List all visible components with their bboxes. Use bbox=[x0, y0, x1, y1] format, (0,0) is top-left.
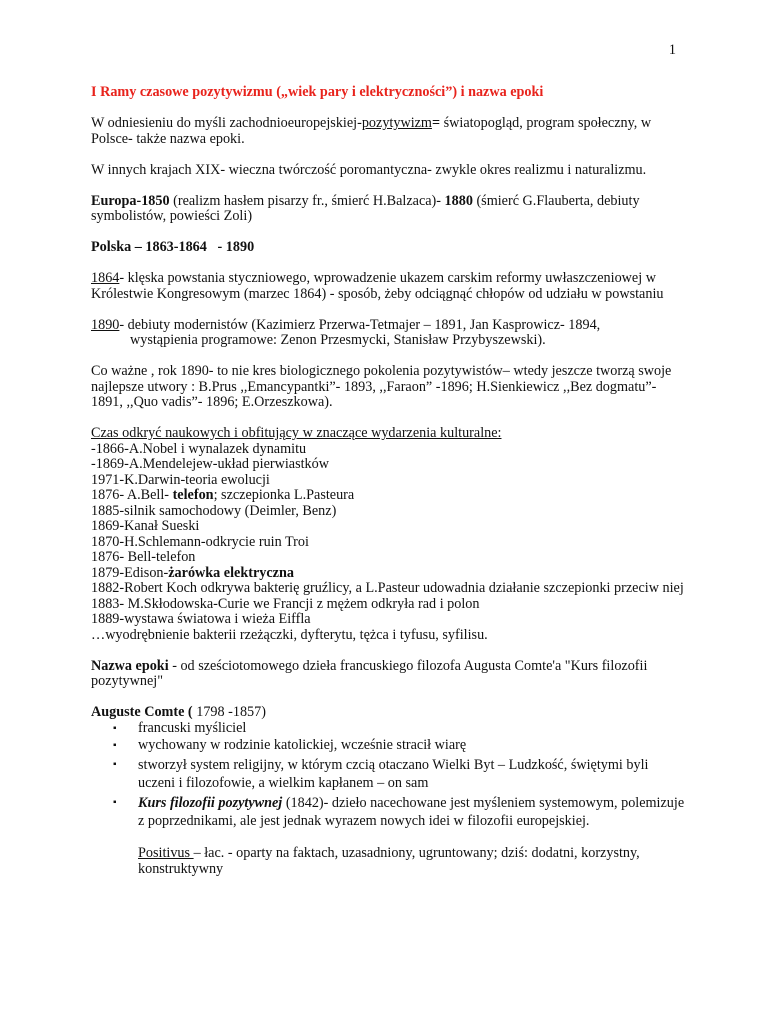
underlined-year: 1864 bbox=[91, 270, 120, 286]
discoveries-header bbox=[91, 426, 686, 442]
discovery-item-bell bbox=[91, 488, 686, 504]
discovery-item: -1866-A.Nobel i wynalazek dynamitu bbox=[91, 440, 307, 457]
bold-term: telefon bbox=[172, 487, 214, 503]
bold-italic-title: Kurs filozofii pozytywnej bbox=[138, 794, 283, 811]
discovery-item: 1869-Kanał Sueski bbox=[91, 518, 200, 534]
underlined-term: Positivus bbox=[138, 845, 194, 861]
discovery-item: …wyodrębnienie bakterii rzeżączki, dyfterytu, tężca i tyfusu, syfilisu. bbox=[91, 626, 488, 643]
text-run: - debiuty modernistów (Kazimierz Przerwa-Tetmajer – 1891, Jan Kasprowicz- 1894, bbox=[119, 316, 601, 333]
paragraph-europe-dates bbox=[91, 194, 686, 225]
discovery-item: 1876- Bell-telefon bbox=[91, 549, 196, 565]
bold-date: Europa-1850 bbox=[91, 192, 170, 209]
list-item bbox=[91, 794, 686, 830]
bold-name: Auguste Comte ( bbox=[91, 704, 193, 720]
underlined-header: Czas odkryć naukowych i obfitujący w znaczące wydarzenia kulturalne: bbox=[91, 425, 502, 441]
discovery-item: 1882-Robert Koch odkrywa bakterię gruźlicy, a L.Pasteur udowadnia działanie szczepionki przeciw niej bbox=[91, 580, 684, 596]
list-item-text: (1842)- dzieło nacechowane jest myśleniem systemowym, polemizuje z poprzednikami, ale jest jednak wyrazem nowych idei w filozofii europejskiej. bbox=[138, 794, 685, 829]
text-run: - od sześciotomowego dzieła francuskiego filozofa Augusta Comte'a "Kurs filozofii pozytywnej" bbox=[91, 657, 648, 689]
comte-bullet-list bbox=[91, 721, 686, 830]
bullet-icon: ▪ bbox=[113, 796, 117, 808]
discovery-item: -1869-A.Mendelejew-układ pierwiastków bbox=[91, 456, 329, 472]
discovery-item-edison bbox=[91, 566, 686, 582]
page-number: 1 bbox=[668, 42, 676, 58]
discovery-item: 1870-H.Schlemann-odkrycie ruin Troi bbox=[91, 533, 309, 550]
list-item bbox=[91, 721, 686, 737]
list-item bbox=[91, 738, 686, 754]
list-item-text: francuski myśliciel bbox=[138, 719, 247, 736]
discovery-item: 1883- M.Skłodowska-Curie we Francji z mężem odkryła rad i polon bbox=[91, 595, 480, 612]
comte-heading bbox=[91, 705, 686, 721]
text-run: ; szczepionka L.Pasteura bbox=[213, 487, 355, 503]
bold-term: Nazwa epoki bbox=[91, 657, 169, 674]
discovery-item: 1889-wystawa światowa i wieża Eiffla bbox=[91, 611, 311, 627]
text-run: 1876- A.Bell- bbox=[91, 487, 173, 503]
list-item bbox=[91, 756, 686, 792]
bullet-icon: ▪ bbox=[113, 758, 117, 770]
list-item-text: stworzył system religijny, w którym czcią otaczano Wielki Byt – Ludzkość, świętymi byli uczeni i filozofowie, a wielkim kapłanem – on sam bbox=[138, 756, 649, 791]
paragraph-poland-dates bbox=[91, 240, 686, 256]
bold-symbol: = bbox=[431, 115, 441, 131]
paragraph-1890-continuation: wystąpienia programowe: Zenon Przesmycki, Stanisław Przybyszewski). bbox=[130, 332, 546, 348]
text-run: (realizm hasłem pisarzy fr., śmierć H.Balzaca)- bbox=[169, 192, 445, 209]
text-run: 1879-Edison- bbox=[91, 564, 169, 581]
text-run: (śmierć G.Flauberta, debiuty symbolistów, powieści Zoli) bbox=[91, 192, 640, 224]
paragraph-1864 bbox=[91, 271, 686, 302]
text-run: 1798 -1857) bbox=[192, 704, 266, 720]
bullet-icon: ▪ bbox=[113, 740, 117, 751]
text-run: światopogląd, program społeczny, w Polsce- także nazwa epoki. bbox=[91, 115, 652, 147]
bold-date: 1880 bbox=[444, 192, 473, 209]
paragraph-positivus bbox=[91, 845, 686, 877]
section-heading: I Ramy czasowe pozytywizmu („wiek pary i elektryczności”) i nazwa epoki bbox=[91, 84, 544, 100]
discovery-item: 1971-K.Darwin-teoria ewolucji bbox=[91, 471, 270, 488]
paragraph-positivism-definition bbox=[91, 116, 686, 147]
paragraph-other-countries: W innych krajach XIX- wieczna twórczość poromantyczna- zwykle okres realizmu i naturalizmu. bbox=[91, 161, 647, 178]
paragraph-important-1890: Co ważne , rok 1890- to nie kres biologicznego pokolenia pozytywistów– wtedy jeszcze tworzą swoje najlepsze utwory : B.Prus ,,Emancypantki”- 1893, ,,Faraon” -1896; H.Sienkiewicz ,,Bez dogmatu”- 1891, ,,Quo vadis”- 1896; E.Orzeszkowa). bbox=[91, 363, 672, 410]
underlined-year: 1890 bbox=[91, 316, 120, 333]
text-run: W odniesieniu do myśli zachodnioeuropejskiej- bbox=[91, 115, 362, 131]
bold-dates: Polska – 1863-1864 - 1890 bbox=[91, 239, 255, 255]
paragraph-1890 bbox=[91, 318, 686, 334]
document-body bbox=[91, 85, 686, 877]
bold-term: żarówka elektryczna bbox=[168, 564, 294, 581]
discovery-item: 1885-silnik samochodowy (Deimler, Benz) bbox=[91, 502, 337, 519]
paragraph-epoch-name bbox=[91, 659, 686, 690]
bullet-icon: ▪ bbox=[113, 722, 117, 734]
text-run: – łac. - oparty na faktach, uzasadniony, ugruntowany; dziś: dodatni, korzystny, konstruktywny bbox=[138, 845, 640, 877]
underlined-term: pozytywizm bbox=[361, 115, 432, 131]
list-item-text: wychowany w rodzinie katolickiej, wcześnie stracił wiarę bbox=[138, 737, 467, 753]
text-run: - klęska powstania styczniowego, wprowadzenie ukazem carskim reformy uwłaszczeniowej w Królestwie Kongresowym (marzec 1864) - sposób, żeby odciągnąć chłopów od udziału w powstaniu bbox=[91, 270, 664, 302]
